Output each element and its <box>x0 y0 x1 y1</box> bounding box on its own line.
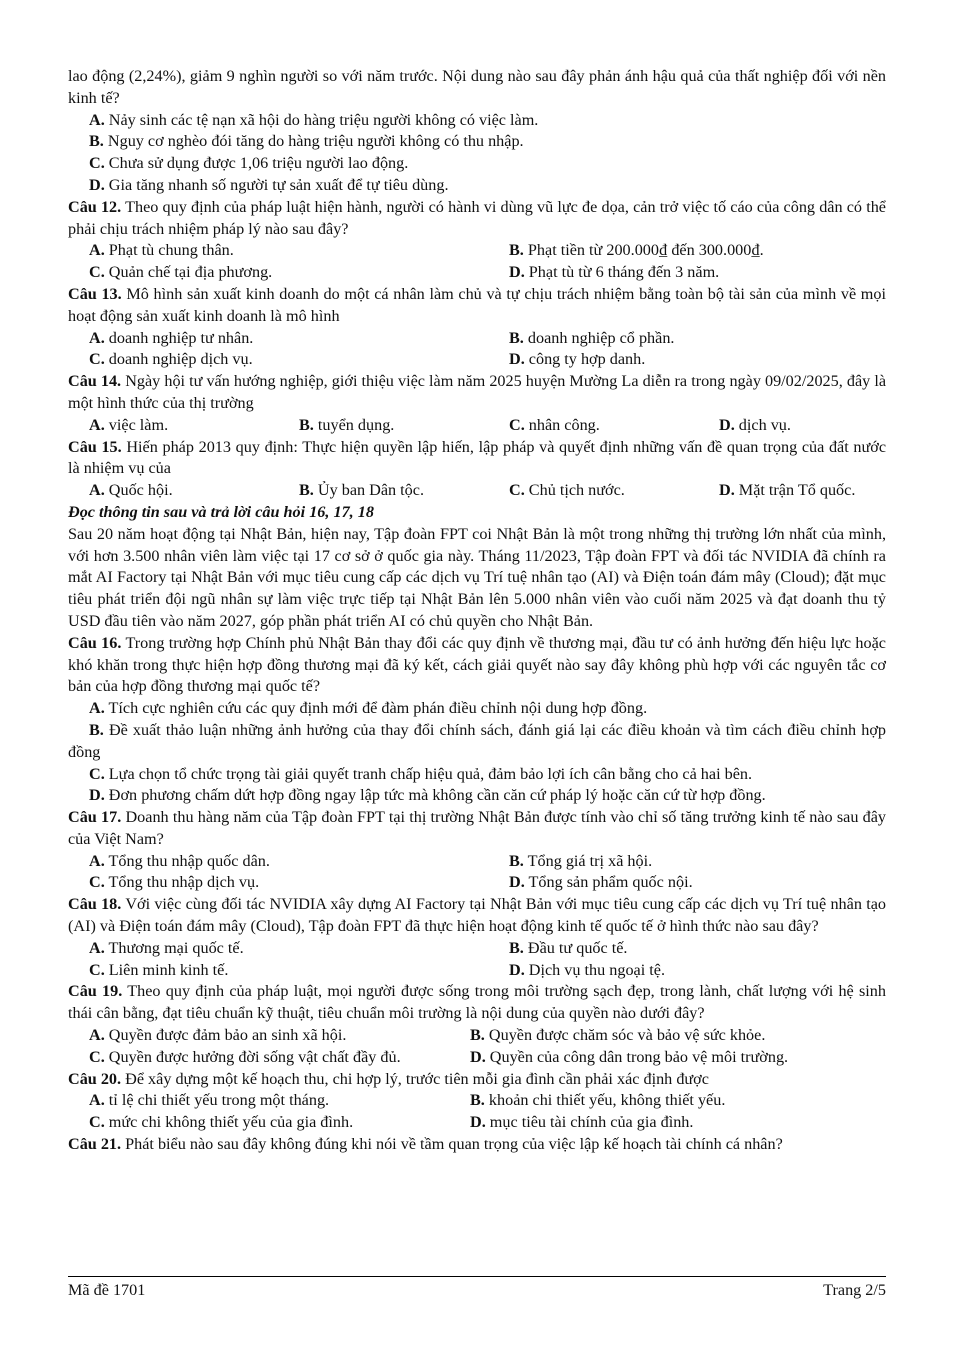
option-b: B. tuyển dụng. <box>299 415 395 434</box>
question-17-options-row-1 <box>68 851 886 873</box>
question-20-options-row-2 <box>68 1112 886 1134</box>
option-c: C. mức chi không thiết yếu của gia đình. <box>89 1113 354 1132</box>
question-13: Câu 13. Mô hình sản xuất kinh doanh do một cá nhân làm chủ và tự chịu trách nhiệm bằng toàn bộ tài sản của mình về mọi hoạt động sản xuất kinh doanh là mô hình <box>68 284 886 325</box>
option-c: C. nhân công. <box>509 415 600 434</box>
option-d: D. Dịch vụ thu ngoại tệ. <box>509 960 666 979</box>
question-11-continuation: lao động (2,24%), giảm 9 nghìn người so với năm trước. Nội dung nào sau đây phản ánh hậu quả của thất nghiệp đối với nền kinh tế? <box>68 67 886 107</box>
option-b: B. Nguy cơ nghèo đói tăng do hàng triệu người không có thu nhập. <box>89 132 524 151</box>
question-15-options <box>68 480 886 502</box>
option-a: A. Phạt tù chung thân. <box>89 241 234 260</box>
question-15: Câu 15. Hiến pháp 2013 quy định: Thực hiện quyền lập hiến, lập pháp và quyết định những vấn đề quan trọng của đất nước là nhiệm vụ của <box>68 437 887 478</box>
page-number: Trang 2/5 <box>823 1281 886 1299</box>
option-b: B. Đầu tư quốc tế. <box>509 938 628 957</box>
option-d: D. công ty hợp danh. <box>509 350 646 369</box>
question-19: Câu 19. Theo quy định của pháp luật, mọi người được sống trong môi trường sạch đẹp, trong lành, chất lượng với hệ sinh thái cân bằng, đạt tiêu chuẩn kỹ thuật, tiêu chuẩn môi trường là nội dung của quyền nào dưới đây? <box>68 982 886 1023</box>
option-a: A. tỉ lệ chi thiết yếu trong một tháng. <box>89 1091 330 1110</box>
question-16: Câu 16. Trong trường hợp Chính phủ Nhật Bản thay đổi các quy định về thương mại, đầu tư có ảnh hưởng đến hiệu lực hoặc khó khăn trong thực hiện hợp đồng thương mại đã ký kết, cách giải quyết nào say đây không phù hợp với các nguyên tắc cơ bản của hợp đồng thương mại quốc tế? <box>68 633 886 696</box>
option-d: D. dịch vụ. <box>719 415 791 434</box>
option-a: A. Thương mại quốc tế. <box>89 938 244 957</box>
footer-divider <box>68 1276 886 1277</box>
option-b: B. Quyền được chăm sóc và bảo vệ sức khỏe. <box>470 1026 766 1045</box>
question-18-options-row-2 <box>68 960 886 982</box>
option-b: B. Tổng giá trị xã hội. <box>509 851 653 870</box>
question-19-options-row-2 <box>68 1047 886 1069</box>
option-d: D. Đơn phương chấm dứt hợp đồng ngay lập tức mà không cần căn cứ pháp lý hoặc căn cứ từ hợp đồng. <box>89 786 766 805</box>
option-c: C. Chủ tịch nước. <box>509 481 625 500</box>
question-12: Câu 12. Theo quy định của pháp luật hiện hành, người có hành vi dùng vũ lực đe dọa, cản trở việc tố cáo của công dân có thể phải chịu trách nhiệm pháp lý nào sau đây? <box>68 197 886 238</box>
question-13-options-row-1 <box>68 328 886 350</box>
question-21: Câu 21. Phát biểu nào sau đây không đúng khi nói về tầm quan trọng của việc lập kế hoạch tài chính cá nhân? <box>68 1135 783 1154</box>
question-17: Câu 17. Doanh thu hàng năm của Tập đoàn FPT tại thị trường Nhật Bản được tính vào chỉ số tăng trưởng kinh tế nào sau đây của Việt Nam? <box>68 808 887 848</box>
question-13-options-row-2 <box>68 349 886 371</box>
option-c: C. Tổng thu nhập dịch vụ. <box>89 873 260 892</box>
option-d: D. Mặt trận Tổ quốc. <box>719 481 856 500</box>
reading-passage: Sau 20 năm hoạt động tại Nhật Bản, hiện nay, Tập đoàn FPT coi Nhật Bản là một trong những thị trường lớn nhất của mình, với hơn 3.500 nhân viên làm việc tại 17 cơ sở ở quốc gia này. Tháng 11/2023, Tập đoàn FPT và đối tác NVIDIA đã chính ra mắt AI Factory tại Nhật Bản với mục tiêu cung cấp các dịch vụ Trí tuệ nhân tạo (AI) và Điện toán đám mây (Cloud); đặt mục tiêu phát triển đội ngũ nhân sự làm việc trực tiếp tại Nhật Bản lên 5.000 nhân viên vào cuối năm 2025 và đạt doanh thu tỷ USD đầu tiên vào năm 2027, góp phần phát triển AI có chủ quyền cho Nhật Bản. <box>68 524 886 630</box>
question-18: Câu 18. Với việc cùng đối tác NVIDIA xây dựng AI Factory tại Nhật Bản với mục tiêu cung cấp các dịch vụ Trí tuệ nhân tạo (AI) và Điện toán đám mây (Cloud), Tập đoàn FPT đã thực hiện hoạt động kinh tế quốc tế ở hình thức nào sau đây? <box>68 895 886 936</box>
page-footer <box>68 1281 886 1300</box>
option-c: C. Quản chế tại địa phương. <box>89 263 273 282</box>
option-a: A. Nảy sinh các tệ nạn xã hội do hàng triệu người không có việc làm. <box>89 110 539 129</box>
option-d: D. Quyền của công dân trong bảo vệ môi trường. <box>470 1047 789 1066</box>
question-19-options-row-1 <box>68 1025 886 1047</box>
question-12-options-row-1 <box>68 240 886 262</box>
question-14-options <box>68 415 886 437</box>
exam-code: Mã đề 1701 <box>68 1281 146 1299</box>
option-b: B. Phạt tiền từ 200.000₫ đến 300.000₫. <box>509 241 764 260</box>
question-18-options-row-1 <box>68 938 886 960</box>
option-c: C. Chưa sử dụng được 1,06 triệu người lao động. <box>89 154 409 173</box>
option-d: D. Phạt tù từ 6 tháng đến 3 năm. <box>509 263 720 282</box>
question-20-options-row-1 <box>68 1090 886 1112</box>
option-b: B. Đề xuất thảo luận những ảnh hưởng của thay đổi chính sách, đánh giá lại các điều khoản và tìm cách điều chỉnh hợp đồng <box>68 720 886 761</box>
question-12-options-row-2 <box>68 262 886 284</box>
question-14: Câu 14. Ngày hội tư vấn hướng nghiệp, giới thiệu việc làm năm 2025 huyện Mường La diễn ra trong ngày 09/02/2025, đây là một hình thức của thị trường <box>68 372 887 412</box>
option-b: B. doanh nghiệp cổ phần. <box>509 328 675 347</box>
reading-heading: Đọc thông tin sau và trả lời câu hỏi 16, 17, 18 <box>68 502 374 521</box>
option-a: A. Quyền được đảm bảo an sinh xã hội. <box>89 1026 347 1045</box>
exam-page <box>68 66 886 1156</box>
option-c: C. Lựa chọn tổ chức trọng tài giải quyết tranh chấp hiệu quả, đảm bảo lợi ích cân bằng cho cả hai bên. <box>89 764 753 783</box>
option-d: D. mục tiêu tài chính của gia đình. <box>470 1113 694 1132</box>
question-20: Câu 20. Để xây dựng một kế hoạch thu, chi hợp lý, trước tiên mỗi gia đình cần phải xác định được <box>68 1069 709 1088</box>
question-17-options-row-2 <box>68 872 886 894</box>
option-d: D. Gia tăng nhanh số người tự sản xuất để tự tiêu dùng. <box>89 175 449 194</box>
option-a: A. doanh nghiệp tư nhân. <box>89 328 254 347</box>
option-b: B. khoản chi thiết yếu, không thiết yếu. <box>470 1091 726 1110</box>
option-c: C. Quyền được hưởng đời sống vật chất đầy đủ. <box>89 1047 401 1066</box>
option-c: C. doanh nghiệp dịch vụ. <box>89 350 253 369</box>
option-a: A. Quốc hội. <box>89 481 173 500</box>
option-c: C. Liên minh kinh tế. <box>89 960 229 979</box>
option-a: A. việc làm. <box>89 415 169 434</box>
option-b: B. Ủy ban Dân tộc. <box>299 481 424 500</box>
option-a: A. Tổng thu nhập quốc dân. <box>89 851 270 870</box>
option-d: D. Tổng sản phẩm quốc nội. <box>509 873 693 892</box>
option-a: A. Tích cực nghiên cứu các quy định mới để đàm phán điều chỉnh nội dung hợp đồng. <box>89 699 648 718</box>
